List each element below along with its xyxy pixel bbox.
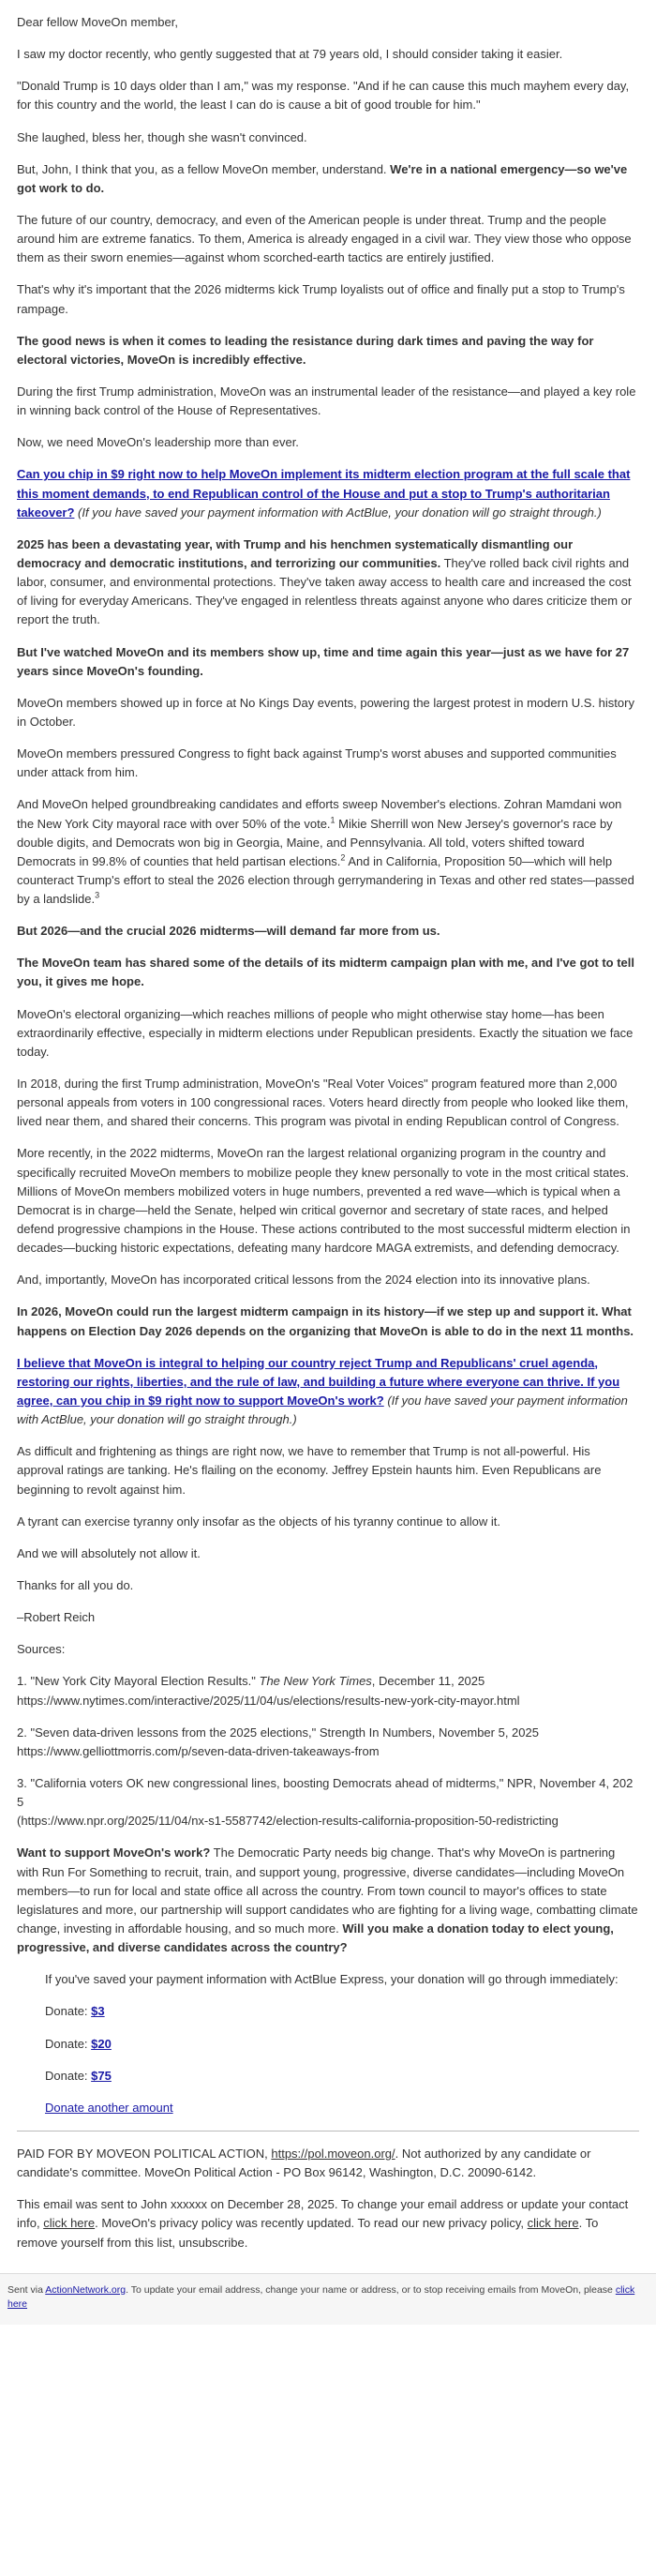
paragraph: Thanks for all you do. [17,1578,134,1592]
actblue-note: If you've saved your payment information with ActBlue Express, your donation will go through immediately: [45,1972,619,1987]
source-3: 3. "California voters OK new congressional lines, boosting Democrats ahead of midterms," NPR, November 4, 2025 (https://www.npr.org/2025/11/04/nx-s1-5587742/election-results-california-proposition-50-redistricting [17,1775,634,1829]
paragraph: And MoveOn helped groundbreaking candidates and efforts sweep November's elections. Zohran Mamdani won the New York City mayoral race with over 50% of the vote.$^1$ Mikie Sherrill won New Jersey's governor's race by double digits, and Democrats won big in Georgia, Maine, and Pennsylvania. All told, voters shifted toward Democrats in 99.8% of counties that held partisan elections.$^2$ And in California, Proposition 50—which will help counteract Trump's effort to steal the 2026 election through gerrymandering in Texas and other red states—passed by a landslide.$^3$ [17,797,634,907]
paragraph: A tyrant can exercise tyranny only insofar as the objects of his tyranny continue to allow it. [17,1514,500,1529]
paragraph: MoveOn members showed up in force at No Kings Day events, powering the largest protest in modern U.S. history in October. [17,695,634,729]
email-footer: Sent via ActionNetwork.org. To update your email address, change your name or address, or to stop receiving emails from MoveOn, please click here [0,2273,656,2325]
footnote-3: 3 [95,890,100,900]
moveon-pol-link[interactable]: https://pol.moveon.org/ [271,2146,395,2161]
donate-another-row [45,2099,639,2117]
paragraph: 2025 has been a devastating year, with Trump and his henchmen systematically dismantling our democracy and democratic institutions, and terrorizing our communities. They've rolled back civil rights and labor, consumer, and environmental protections. They've taken away access to health care and increased the cost of living for everyday Americans. They've engaged in relentless threats against anyone who dares criticize them or report the truth. [17,536,633,627]
donate-another-amount-link[interactable]: Donate another amount [45,2100,173,2115]
footer-click-here-link[interactable]: click here [7,2283,635,2310]
donation-appeal-1: Can you chip in $9 right now to help MoveOn implement its midterm election program at the full scale that this moment demands, to end Republican control of the House and put a stop to Trump's authoritarian takeover? (If you have saved your payment information with ActBlue, your donation will go straight through.) [17,467,631,520]
paragraph: I saw my doctor recently, who gently suggested that at 79 years old, I should consider taking it easier. [17,47,563,62]
donate-link-1[interactable]: Can you chip in $9 right now to help MoveOn implement its midterm election program at the full scale that this moment demands, to end Republican control of the House and put a stop to Trump's authoritarian takeover? [17,467,631,520]
paragraph: Now, we need MoveOn's leadership more than ever. [17,435,299,450]
sources-label: Sources: [17,1642,66,1657]
donation-options [17,1970,639,2117]
paragraph: In 2026, MoveOn could run the largest midterm campaign in its history—if we step up and support it. What happens on Election Day 2026 depends on the organizing that MoveOn is able to do in the next 11 months. [17,1304,634,1338]
donate-row: Donate: $20 [45,2036,112,2051]
greeting: Dear fellow MoveOn member, [17,15,178,29]
paragraph: As difficult and frightening as things are right now, we have to remember that Trump is not all-powerful. His approval ratings are tanking. He's flailing on the economy. Jeffrey Epstein haunts him. Even Republicans are beginning to revolt against him. [17,1444,602,1497]
sent-to-notice: This email was sent to John xxxxxx on December 28, 2025. To change your email address or update your contact info, click here. MoveOn's privacy policy was recently updated. To read our new privacy policy, click here. To remove yourself from this list, unsubscribe. [17,2197,629,2250]
source-1: 1. "New York City Mayoral Election Results." The New York Times, December 11, 2025 https://www.nytimes.com/interactive/2025/11/04/us/elections/results-new-york-city-mayor.html [17,1674,520,1708]
donate-row: Donate: $75 [45,2068,112,2083]
actionnetwork-link[interactable]: ActionNetwork.org [45,2283,127,2296]
paragraph: MoveOn members pressured Congress to fight back against Trump's worst abuses and supported communities under attack from him. [17,746,617,780]
footnote-1: 1 [330,815,335,825]
paragraph: And we will absolutely not allow it. [17,1545,201,1560]
paragraph: In 2018, during the first Trump administration, MoveOn's "Real Voter Voices" program featured more than 2,000 personal appeals from voters in 100 congressional races. Voters heard directly from people who looked like them, lived near them, and shared their concerns. This program was pivotal in ending Republican control of Congress. [17,1077,629,1129]
paragraph: But 2026—and the crucial 2026 midterms—will demand far more from us. [17,924,440,939]
support-paragraph: Want to support MoveOn's work? The Democratic Party needs big change. That's why MoveOn is partnering with Run For Something to recruit, train, and support young, progressive, diverse candidates—including MoveOn members—to run for local and state office all across the country. From town council to mayor's offices to state legislatures and more, our partnership will support candidates who are fighting for a living wage, combatting climate change, investing in affordable housing, and so much more. Will you make a donation today to elect young, progressive, and diverse candidates across the country? [17,1845,638,1955]
update-contact-link[interactable]: click here [43,2216,96,2231]
paragraph: But, John, I think that you, as a fellow MoveOn member, understand. We're in a national emergency—so we've got work to do. [17,161,628,195]
donate-amount-3[interactable]: $3 [91,2004,105,2019]
paragraph: That's why it's important that the 2026 midterms kick Trump loyalists out of office and finally put a stop to Trump's rampage. [17,282,625,316]
paragraph: But I've watched MoveOn and its members show up, time and time again this year—just as we have for 27 years since MoveOn's founding. [17,644,630,678]
paragraph: And, importantly, MoveOn has incorporated critical lessons from the 2024 election into its innovative plans. [17,1273,590,1288]
paid-for-disclaimer: PAID FOR BY MOVEON POLITICAL ACTION, https://pol.moveon.org/. Not authorized by any candidate or candidate's committee. MoveOn Political Action - PO Box 96142, Washington, D.C. 20090-6142. [17,2146,591,2180]
privacy-policy-link[interactable]: click here [527,2216,579,2231]
paragraph: During the first Trump administration, MoveOn was an instrumental leader of the resistance—and played a key role in winning back control of the House of Representatives. [17,384,636,418]
donation-appeal-2: I believe that MoveOn is integral to helping our country reject Trump and Republicans' cruel agenda, restoring our rights, liberties, and the rule of law, and building a future where everyone can thrive. If you agree, can you chip in $9 right now to support MoveOn's work? (If you have saved your payment information with ActBlue, your donation will go straight through.) [17,1355,628,1427]
donate-amount-20[interactable]: $20 [91,2036,112,2051]
paragraph: MoveOn's electoral organizing—which reaches millions of people who might otherwise stay home—has been extraordinarily effective, especially in midterm elections under Republican presidents. Exactly the situation we face today. [17,1006,634,1059]
paragraph: The future of our country, democracy, and even of the American people is under threat. Trump and the people around him are extreme fanatics. To them, America is already engaged in a civil war. They view those who oppose them as their sworn enemies—against whom scorched-earth tactics are entirely justified. [17,212,632,265]
paragraph: She laughed, bless her, though she wasn't convinced. [17,129,307,144]
paragraph: More recently, in the 2022 midterms, MoveOn ran the largest relational organizing program in the country and specifically recruited MoveOn members to mobilize people they knew personally to vote in the most critical states. Millions of MoveOn members mobilized voters in huge numbers, prevented a red wave—which is typical when a Democrat is in charge—held the Senate, helped win critical governor and secretary of state races, and helped defend progressive champions in the House. These actions contributed to the most successful midterm election in decades—bucking historic expectations, defeating many hardcore MAGA extremists, and defending democracy. [17,1146,631,1256]
paragraph: "Donald Trump is 10 days older than I am," was my response. "And if he can cause this much mayhem every day, for this country and the world, the least I can do is cause a bit of good trouble for him." [17,79,630,113]
paragraph: The MoveOn team has shared some of the details of its midterm campaign plan with me, and I've got to tell you, it gives me hope. [17,956,634,989]
paragraph: The good news is when it comes to leading the resistance during dark times and paving the way for electoral victories, MoveOn is incredibly effective. [17,333,594,367]
source-2: 2. "Seven data-driven lessons from the 2025 elections," Strength In Numbers, November 5, 2025 https://www.gelliottmorris.com/p/seven-data-driven-takeaways-from [17,1725,539,1758]
donate-amount-75[interactable]: $75 [91,2068,112,2083]
signature: –Robert Reich [17,1610,96,1625]
donate-row: Donate: $3 [45,2004,105,2019]
divider [17,2131,639,2132]
footnote-2: 2 [340,852,346,863]
donate-link-2[interactable]: I believe that MoveOn is integral to helping our country reject Trump and Republicans' cruel agenda, restoring our rights, liberties, and the rule of law, and building a future where everyone can thrive. If you agree, can you chip in $9 right now to support MoveOn's work? [17,1355,620,1409]
